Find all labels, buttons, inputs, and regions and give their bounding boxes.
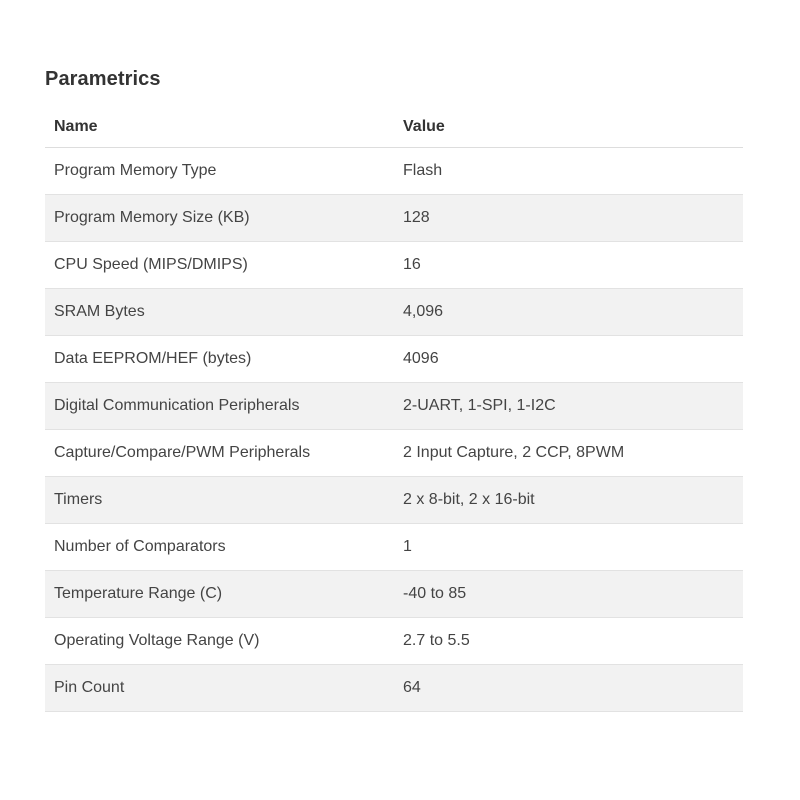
table-row bbox=[45, 289, 743, 336]
param-name: CPU Speed (MIPS/DMIPS) bbox=[45, 242, 394, 289]
param-value: 2 x 8-bit, 2 x 16-bit bbox=[394, 477, 743, 524]
param-value: 4,096 bbox=[394, 289, 743, 336]
param-name: Digital Communication Peripherals bbox=[45, 383, 394, 430]
parametrics-table bbox=[45, 106, 743, 712]
param-value: 2.7 to 5.5 bbox=[394, 618, 743, 665]
table-row bbox=[45, 383, 743, 430]
table-row bbox=[45, 430, 743, 477]
column-header-value: Value bbox=[394, 106, 743, 148]
table-row bbox=[45, 618, 743, 665]
param-name: Capture/Compare/PWM Peripherals bbox=[45, 430, 394, 477]
param-value: 64 bbox=[394, 665, 743, 712]
param-name: Temperature Range (C) bbox=[45, 571, 394, 618]
param-value: 1 bbox=[394, 524, 743, 571]
param-value: 2 Input Capture, 2 CCP, 8PWM bbox=[394, 430, 743, 477]
param-value: Flash bbox=[394, 148, 743, 195]
param-name: Number of Comparators bbox=[45, 524, 394, 571]
table-row bbox=[45, 524, 743, 571]
table-row bbox=[45, 195, 743, 242]
table-row bbox=[45, 336, 743, 383]
table-row bbox=[45, 477, 743, 524]
param-value: 16 bbox=[394, 242, 743, 289]
table-row bbox=[45, 242, 743, 289]
column-header-name: Name bbox=[45, 106, 394, 148]
param-value: 2-UART, 1-SPI, 1-I2C bbox=[394, 383, 743, 430]
table-row bbox=[45, 148, 743, 195]
param-value: 128 bbox=[394, 195, 743, 242]
param-value: -40 to 85 bbox=[394, 571, 743, 618]
param-name: Operating Voltage Range (V) bbox=[45, 618, 394, 665]
param-name: Data EEPROM/HEF (bytes) bbox=[45, 336, 394, 383]
param-name: Program Memory Type bbox=[45, 148, 394, 195]
table-row bbox=[45, 665, 743, 712]
table-header-row bbox=[45, 106, 743, 148]
param-value: 4096 bbox=[394, 336, 743, 383]
param-name: Timers bbox=[45, 477, 394, 524]
param-name: Program Memory Size (KB) bbox=[45, 195, 394, 242]
table-row bbox=[45, 571, 743, 618]
param-name: SRAM Bytes bbox=[45, 289, 394, 336]
param-name: Pin Count bbox=[45, 665, 394, 712]
section-title: Parametrics bbox=[45, 68, 161, 90]
